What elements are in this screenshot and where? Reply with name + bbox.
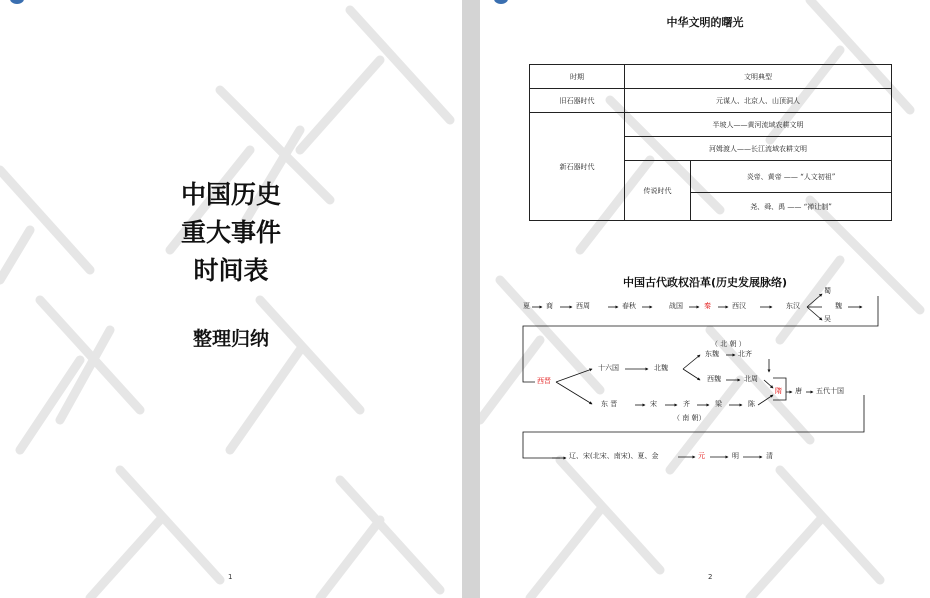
node-shiliuguo: 十六国 — [598, 364, 619, 372]
neolithic-cell: 新石器时代 — [530, 113, 625, 221]
node-xiwei: 西魏 — [707, 375, 721, 383]
node-shu: 蜀 — [824, 287, 831, 295]
node-liaosong: 辽、宋(北宋、南宋)、夏、金 — [569, 452, 659, 460]
node-qi: 齐 — [683, 400, 690, 408]
node-wudai: 五代十国 — [816, 387, 844, 395]
node-zhanguo: 战国 — [669, 302, 683, 310]
node-xijin: 西晋 — [537, 377, 551, 385]
node-song-nan: 宋 — [650, 400, 657, 408]
header-civ: 文明典型 — [625, 65, 892, 89]
node-ming: 明 — [732, 452, 739, 460]
node-sui: 隋 — [775, 387, 782, 395]
yandi-cell: 炎帝、黄帝 —— “人文初祖” — [691, 161, 892, 193]
node-chunqiu: 春秋 — [622, 302, 636, 310]
page-number: 1 — [228, 573, 233, 581]
node-liang: 梁 — [715, 400, 722, 408]
title-line-2: 重大事件 — [180, 218, 281, 247]
node-beiqi: 北齐 — [738, 350, 752, 358]
subtitle: 整理归纳 — [192, 328, 269, 350]
paleolithic-civ-cell: 元谋人、北京人、山顶洞人 — [625, 89, 892, 113]
paleolithic-cell: 旧石器时代 — [530, 89, 625, 113]
node-beiwei: 北魏 — [654, 364, 668, 372]
node-yuan: 元 — [698, 452, 705, 460]
header-period: 时期 — [530, 65, 625, 89]
node-dongjin: 东 晋 — [601, 400, 618, 408]
node-donghan: 东汉 — [786, 302, 800, 310]
node-xihan: 西汉 — [732, 302, 746, 310]
page-2 — [480, 0, 930, 598]
node-beizhou: 北周 — [744, 375, 758, 383]
node-qin: 秦 — [704, 302, 711, 310]
banpo-cell: 半坡人——黄河流域农耕文明 — [625, 113, 892, 137]
watermark — [0, 0, 462, 598]
node-xia: 夏 — [523, 302, 530, 310]
node-chen: 陈 — [748, 400, 755, 408]
flow-heading: 中国古代政权沿革(历史发展脉络) — [622, 276, 788, 289]
node-xizhou: 西周 — [576, 302, 590, 310]
label-beichao: （ 北 朝 ） — [711, 340, 746, 348]
title-line-1: 中国历史 — [180, 180, 281, 209]
node-tang: 唐 — [795, 387, 802, 395]
legend-cell: 传说时代 — [625, 161, 691, 221]
flow-diagram-lines — [480, 0, 930, 598]
node-shang: 商 — [546, 302, 553, 310]
hemudu-cell: 河姆渡人——长江流域农耕文明 — [625, 137, 892, 161]
yaoshun-cell: 尧、舜、禹 —— “禅让制” — [691, 193, 892, 221]
page-1 — [0, 0, 462, 598]
title-line-3: 时间表 — [193, 256, 269, 285]
node-dongwei: 东魏 — [705, 350, 719, 358]
page-number: 2 — [708, 573, 713, 581]
node-qing: 清 — [766, 452, 773, 460]
node-wei: 魏 — [835, 302, 842, 310]
label-nanchao: （ 南 朝） — [673, 414, 706, 422]
node-wu: 吴 — [824, 315, 831, 323]
section-heading: 中华文明的曙光 — [666, 16, 744, 29]
page-corner-dot — [10, 0, 24, 4]
